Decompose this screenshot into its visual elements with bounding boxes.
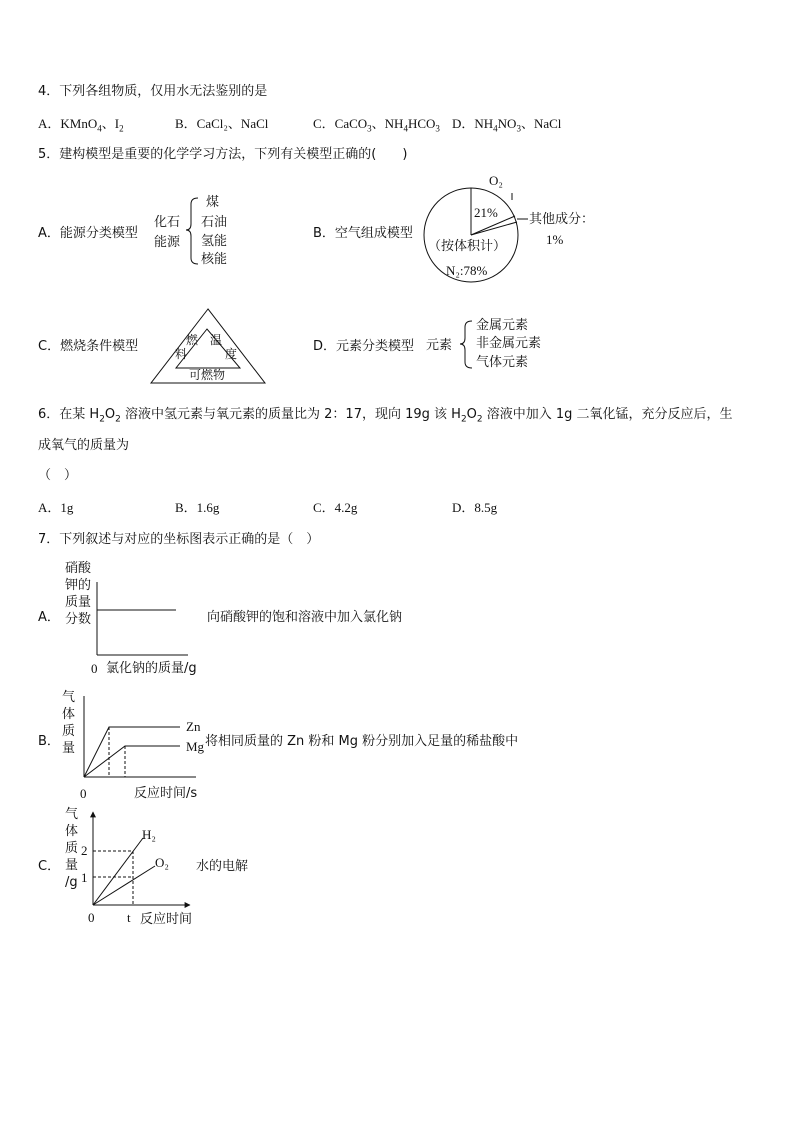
q5-stem: 5．建构模型是重要的化学学习方法，下列有关模型正确的( ) [38,147,408,162]
pie-center-note: （按体积计） [428,239,507,254]
triangle-base-label: 可燃物 [189,368,226,382]
graph-b-mg-line [84,746,180,777]
graph-c-ytick-2: 2 [81,843,88,858]
pie-divider-o2 [471,216,515,235]
graph-a-xlabel: 氯化钠的质量/g [106,661,197,676]
pie-divider-other [471,222,517,235]
q6-option-c: C．4.2g [313,500,358,515]
graph-c-ytick-1: 1 [81,870,88,885]
q5-option-a-label: A．能源分类模型 [38,226,138,241]
q6-stem-line1: 6．在某 $H_2O_2$ 溶液中氢元素与氧元素的质量比为 2：17，现向 19g 该 $H_2O_2$ 溶液中加入 1g 二氧化锰，充分反应后，生 [38,407,733,425]
q7-option-c-label: C． [38,859,61,874]
graph-b-series-zn: Zn [186,719,201,734]
graph-b-description: 将相同质量的 Zn 粉和 Mg 粉分别加入足量的稀盐酸中 [205,734,519,749]
graph-b-zn-line [84,727,180,777]
pie-other-label: 其他成分： [529,212,595,227]
energy-item-coal: 煤 [206,195,220,210]
graph-c-ylabel-3: 质 [65,841,79,856]
graph-b-origin: 0 [80,786,87,801]
energy-item-hydrogen: 氢能 [201,234,228,249]
graph-b-ylabel-4: 量 [62,741,76,756]
q4-option-d: D．$NH_4NO_3$、NaCl [452,116,562,134]
graph-a-ylabel-3: 质量 [65,595,92,610]
q7-stem: 7．下列叙述与对应的坐标图表示正确的是（ ） [38,532,320,547]
element-item-metal: 金属元素 [476,318,529,333]
q5-option-b-label: B．空气组成模型 [313,226,413,241]
graph-a-axes [97,582,188,655]
q6-option-a: A．1g [38,500,74,515]
q4-stem: 4．下列各组物质，仅用水无法鉴别的是 [38,84,268,99]
energy-group-fossil: 化石 [154,215,181,230]
graph-c-ylabel-1: 气 [65,807,79,822]
graph-a-ylabel-4: 分数 [65,612,92,627]
pie-o2-percent: 21% [474,205,498,220]
graph-c-ylabel-4: 量 [65,858,79,873]
graph-c-axes [93,812,190,905]
graph-b-ylabel-1: 气 [62,690,76,705]
graph-c-origin: 0 [88,910,95,925]
graph-a-ylabel-1: 硝酸 [65,561,92,576]
q7-option-b-label: B． [38,734,60,749]
triangle-char-du: 度 [225,347,238,361]
graph-c-ylabel-5: /g [65,875,78,890]
triangle-char-liao: 料 [175,347,188,361]
graph-a-origin: 0 [91,661,98,676]
energy-item-nuclear: 核能 [201,252,228,267]
element-brace [460,321,472,368]
inner-triangle [176,329,240,368]
q4-option-b: B．CaCl₂、NaCl [175,116,269,131]
triangle-char-ran: 燃 [186,333,199,347]
graph-a-description: 向硝酸钾的饱和溶液中加入氯化钠 [207,610,403,625]
q6-stem-line2: 成氧气的质量为 [38,438,130,453]
q4-option-c: C．CaCO$_3$、$NH_4HCO_3$ [313,116,440,134]
q6-option-d: D．8.5g [452,500,498,515]
graph-c-series-h2: H₂ [142,827,156,842]
graph-c-o2-line [93,866,155,905]
energy-group-source: 能源 [154,235,181,250]
graph-c-h2-line [93,838,143,905]
q6-option-b: B．1.6g [175,500,220,515]
graph-b-ylabel-2: 体 [62,707,76,722]
graph-b-xlabel: 反应时间/s [134,786,198,801]
graph-a-ylabel-2: 钾的 [65,578,92,593]
element-item-nonmetal: 非金属元素 [476,336,542,351]
graph-c-description: 水的电解 [196,859,249,874]
energy-brace [186,198,198,264]
outer-triangle [151,309,265,383]
graph-b-series-mg: Mg [186,739,205,754]
element-group: 元素 [426,338,453,353]
pie-label-o2: O₂ [489,173,503,188]
element-item-gas: 气体元素 [476,355,529,370]
triangle-char-wen: 温 [210,333,223,347]
energy-item-oil: 石油 [201,215,228,230]
graph-b-ylabel-3: 质 [62,724,76,739]
q7-option-a-label: A． [38,610,60,625]
graph-c-xtick-t: t [127,910,131,925]
q6-answer-paren: （ ） [38,468,78,483]
pie-other-percent: 1% [546,232,564,247]
pie-n2-label: N₂:78% [446,263,488,278]
q5-option-c-label: C．燃烧条件模型 [38,339,139,354]
graph-b-axes [84,696,196,777]
q5-option-d-label: D．元素分类模型 [313,339,415,354]
graph-c-ylabel-2: 体 [65,824,79,839]
graph-c-series-o2: O₂ [155,855,169,870]
q4-option-a: A．KMnO$_4$、$I_2$ [38,116,124,134]
graph-c-xlabel: 反应时间 [140,912,193,927]
